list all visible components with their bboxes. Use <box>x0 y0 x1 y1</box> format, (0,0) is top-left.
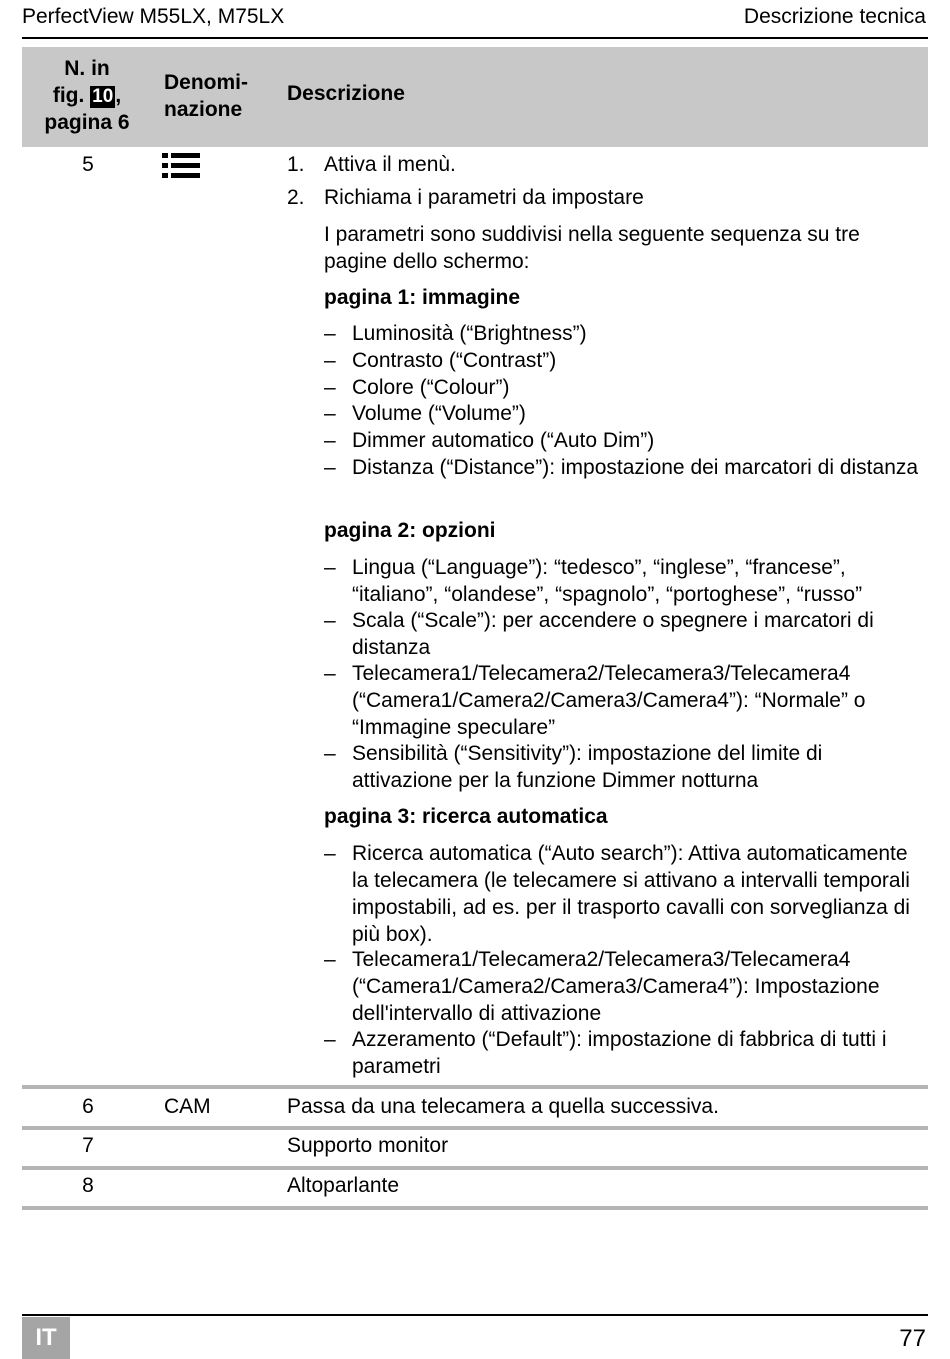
list-dash: – <box>324 456 336 479</box>
step-number: 1. <box>287 153 305 176</box>
step-text: Attiva il menù. <box>324 153 456 176</box>
col-header-denominazione <box>164 69 248 123</box>
step-text: Richiama i parametri da impostare <box>324 186 644 209</box>
list-item: Distanza (“Distance”): impostazione dei marcatori di distanza <box>352 456 919 479</box>
list-dash: – <box>324 402 336 425</box>
row-number: 8 <box>82 1174 94 1197</box>
row-description: Passa da una telecamera a quella successiva. <box>287 1095 719 1118</box>
list-item: Contrasto (“Contrast”) <box>352 349 557 372</box>
table-bottom-divider <box>22 1206 928 1210</box>
subheading-page2: pagina 2: opzioni <box>324 519 496 542</box>
list-dash: – <box>324 376 336 399</box>
col-header-comma: , <box>115 84 122 107</box>
list-item: Lingua (“Language”): “tedesco”, “inglese”, “francese”, “italiano”, “olandese”, “spagnolo”, “portoghese”, “russo” <box>352 556 863 606</box>
row-divider <box>22 1166 928 1170</box>
list-dash: – <box>324 429 336 452</box>
list-dash: – <box>324 609 336 632</box>
list-dash: – <box>324 662 336 685</box>
list-dash: – <box>324 742 336 765</box>
list-dash: – <box>324 948 336 971</box>
row-number: 7 <box>82 1134 94 1157</box>
col-header-nfig-line2 <box>22 82 152 109</box>
list-item: Ricerca automatica (“Auto search”): Attiva automaticamente la telecamera (le telecamere si attivano a intervalli temporali impostabili, ad es. per il trasporto cavalli con sorveglianza di più box). <box>352 842 910 946</box>
subheading-page3: pagina 3: ricerca automatica <box>324 805 608 828</box>
row-description: Altoparlante <box>287 1174 400 1197</box>
list-item: Luminosità (“Brightness”) <box>352 322 587 345</box>
col-header-fig-label: fig. <box>52 84 85 107</box>
figure-ref-badge: 10 <box>92 86 114 107</box>
row-description: Supporto monitor <box>287 1134 449 1157</box>
language-badge: IT <box>22 1317 70 1359</box>
row-denomination: CAM <box>164 1095 211 1118</box>
table-header <box>22 47 928 147</box>
list-item: Telecamera1/Telecamera2/Telecamera3/Telecamera4 (“Camera1/Camera2/Camera3/Camera4”): “Normale” o “Immagine speculare” <box>352 662 866 739</box>
list-item: Dimmer automatico (“Auto Dim”) <box>352 429 655 452</box>
list-item: Telecamera1/Telecamera2/Telecamera3/Telecamera4 (“Camera1/Camera2/Camera3/Camera4”): Impostazione dell'intervallo di attivazione <box>352 948 880 1025</box>
row-divider <box>22 1085 928 1089</box>
subheading-page1: pagina 1: immagine <box>324 286 521 309</box>
col-header-nfig-line3: pagina 6 <box>44 111 130 134</box>
row-number: 5 <box>82 153 94 176</box>
list-item: Azzeramento (“Default”): impostazione di fabbrica di tutti i parametri <box>352 1028 887 1078</box>
list-dash: – <box>324 842 336 865</box>
list-item: Sensibilità (“Sensitivity”): impostazione del limite di attivazione per la funzione Dimmer notturna <box>352 742 823 792</box>
menu-list-icon <box>162 153 200 179</box>
row-number: 6 <box>82 1095 94 1118</box>
footer-divider <box>22 1314 928 1316</box>
col-header-descrizione: Descrizione <box>287 82 405 105</box>
section-title: Descrizione tecnica <box>743 5 926 28</box>
list-item: Scala (“Scale”): per accendere o spegnere i marcatori di distanza <box>352 609 874 659</box>
header-divider <box>22 37 928 39</box>
list-item: Colore (“Colour”) <box>352 376 510 399</box>
list-dash: – <box>324 349 336 372</box>
list-dash: – <box>324 556 336 579</box>
list-dash: – <box>324 322 336 345</box>
col-header-nfig-line1: N. in <box>64 57 110 80</box>
col-header-nfig <box>22 55 152 136</box>
document-title: PerfectView M55LX, M75LX <box>22 5 285 28</box>
intro-paragraph: I parametri sono suddivisi nella seguente sequenza su tre pagine dello schermo: <box>324 223 860 273</box>
step-number: 2. <box>287 186 305 209</box>
list-dash: – <box>324 1028 336 1051</box>
list-item: Volume (“Volume”) <box>352 402 526 425</box>
col-header-denom-line2: nazione <box>164 98 243 121</box>
col-header-denom-line1: Denomi- <box>164 71 248 94</box>
row-divider <box>22 1126 928 1130</box>
page-number: 77 <box>899 1325 926 1352</box>
